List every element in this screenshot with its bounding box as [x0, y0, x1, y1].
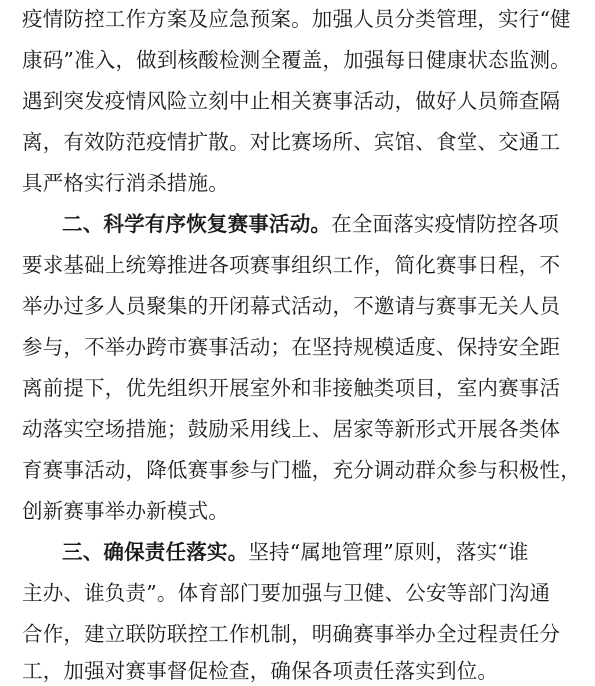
paragraph-line: 要求基础上统筹推进各项赛事组织工作，简化赛事日程，不 [22, 253, 561, 277]
paragraph-line: 具严格实行消杀措施。 [22, 171, 229, 195]
section-first-line-text: 在全面落实疫情防控各项 [331, 212, 559, 236]
paragraph-line: 举办过多人员聚集的开闭幕式活动，不邀请与赛事无关人员 [22, 294, 561, 318]
paragraph-line: 主办、谁负责”。体育部门要加强与卫健、公安等部门沟通 [22, 581, 551, 605]
section-first-line [62, 209, 582, 239]
section-heading: 三、确保责任落实。 [62, 540, 249, 564]
section-heading: 二、科学有序恢复赛事活动。 [62, 212, 332, 236]
paragraph-line: 康码”准入，做到核酸检测全覆盖，加强每日健康状态监测。 [22, 48, 571, 72]
paragraph-line: 动落实空场措施；鼓励采用线上、居家等新形式开展各类体 [22, 417, 561, 441]
paragraph-line: 创新赛事举办新模式。 [22, 499, 229, 523]
paragraph-line: 离，有效防范疫情扩散。对比赛场所、宾馆、食堂、交通工 [22, 130, 561, 154]
section-first-line-text: 坚持“属地管理”原则，落实“谁 [248, 540, 529, 564]
paragraph-line: 离前提下，优先组织开展室外和非接触类项目，室内赛事活 [22, 376, 561, 400]
paragraph-line: 疫情防控工作方案及应急预案。加强人员分类管理，实行“健 [22, 7, 571, 31]
paragraph-line: 工，加强对赛事督促检查，确保各项责任落实到位。 [22, 659, 499, 683]
paragraph-line: 育赛事活动，降低赛事参与门槛，充分调动群众参与积极性， [22, 458, 581, 482]
paragraph-line: 参与，不举办跨市赛事活动；在坚持规模适度、保持安全距 [22, 335, 561, 359]
paragraph-line: 合作，建立联防联控工作机制，明确赛事举办全过程责任分 [22, 622, 561, 646]
section-first-line [62, 537, 582, 567]
paragraph-line: 遇到突发疫情风险立刻中止相关赛事活动，做好人员筛查隔 [22, 89, 561, 113]
